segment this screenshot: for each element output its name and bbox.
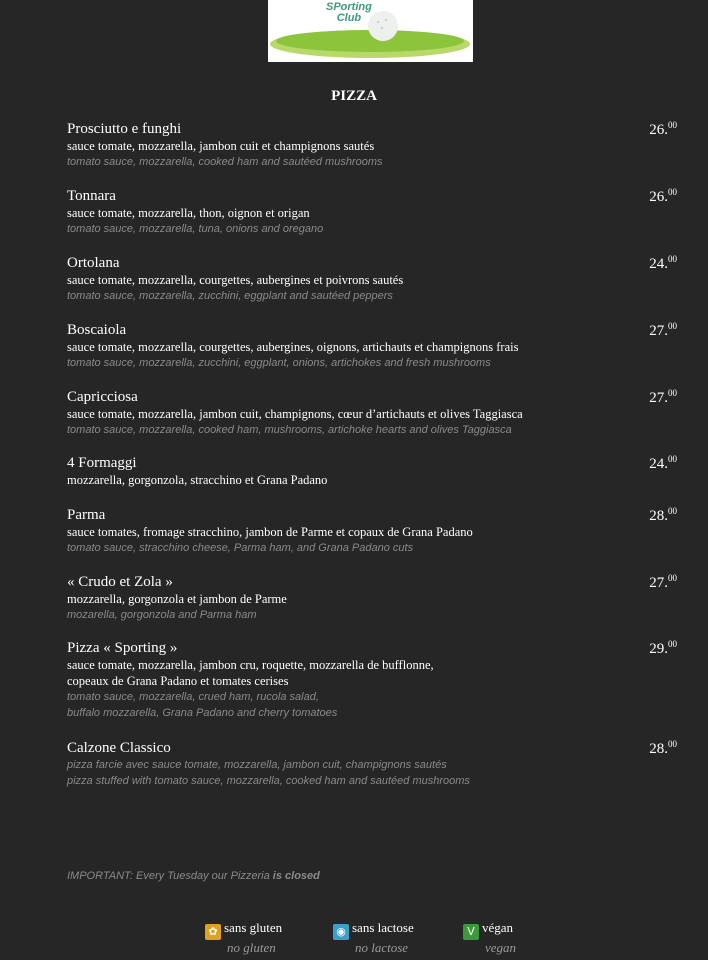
item-desc-en: tomato sauce, mozzarella, zucchini, eggplant, onions, artichokes and fresh mushrooms: [67, 357, 491, 369]
item-desc-en: tomato sauce, mozzarella, crued ham, rucola salad,: [67, 691, 319, 703]
legend-label-fr: végan: [482, 920, 514, 935]
item-desc-fr: sauce tomate, mozzarella, jambon cuit, champignons, cœur d’artichauts et olives Taggiasca: [67, 407, 523, 421]
legend-label-fr: sans lactose: [352, 920, 414, 935]
notice-text: IMPORTANT: Every Tuesday our Pizzeria: [67, 870, 273, 882]
item-desc-fr: mozzarella, gorgonzola, stracchino et Grana Padano: [67, 473, 328, 487]
logo-text: SPorting Club: [326, 1, 372, 24]
item-desc-fr: sauce tomates, fromage stracchino, jambon de Parme et copaux de Grana Padano: [67, 525, 473, 539]
item-desc-en: tomato sauce, mozzarella, cooked ham and sautéed mushrooms: [67, 156, 383, 168]
legend-vegan: [463, 920, 516, 956]
important-notice: [67, 870, 320, 882]
legend-label-en: vegan: [485, 940, 517, 955]
item-name: Ortolana: [67, 255, 120, 271]
gluten-free-icon: ✿: [205, 924, 221, 940]
menu-item: [67, 254, 677, 304]
lactose-free-icon: ◉: [333, 924, 349, 940]
item-name: « Crudo et Zola »: [67, 574, 173, 590]
item-price: 28.00: [649, 739, 677, 757]
item-name: Prosciutto e funghi: [67, 121, 182, 137]
notice-emphasis: is closed: [272, 870, 320, 882]
sporting-club-logo: [268, 0, 473, 62]
item-desc-fr: sauce tomate, mozzarella, courgettes, aubergines et poivrons sautés: [67, 273, 404, 287]
item-desc-fr: sauce tomate, mozzarella, thon, oignon et origan: [67, 206, 310, 220]
vegan-icon: V: [463, 924, 479, 940]
section-title: PIZZA: [331, 88, 377, 104]
menu-item: [67, 639, 677, 721]
item-desc-fr-line2: copeaux de Grana Padano et tomates cerises: [67, 674, 289, 688]
item-desc-en: tomato sauce, mozzarella, cooked ham, mushrooms, artichoke hearts and olives Taggiasca: [67, 424, 512, 436]
item-price: 26.00: [649, 120, 677, 138]
item-desc-en: mozarella, gorgonzola and Parma ham: [67, 609, 257, 621]
item-desc-en-line2: buffalo mozzarella, Grana Padano and cherry tomatoes: [67, 707, 338, 719]
item-price: 24.00: [649, 254, 677, 272]
item-desc-en: tomato sauce, mozzarella, zucchini, eggplant and sautéed peppers: [67, 290, 393, 302]
item-desc-fr: sauce tomate, mozzarella, jambon cuit et champignons sautés: [67, 139, 375, 153]
menu-item: [67, 388, 677, 438]
legend-gluten-free: [205, 920, 282, 956]
menu-item: [67, 187, 677, 237]
menu-item: [67, 454, 677, 488]
item-desc-en: pizza farcie avec sauce tomate, mozzarella, jambon cuit, champignons sautés: [67, 759, 447, 771]
legend-label-fr: sans gluten: [224, 920, 283, 935]
legend-label-en: no gluten: [227, 940, 276, 955]
item-price: 28.00: [649, 506, 677, 524]
menu-item: [67, 506, 677, 556]
item-name: Parma: [67, 507, 106, 523]
legend-label-en: no lactose: [355, 940, 409, 955]
menu-item: [67, 120, 677, 170]
item-price: 24.00: [649, 454, 677, 472]
item-name: Tonnara: [67, 188, 116, 204]
item-name: Calzone Classico: [67, 740, 171, 756]
item-desc-fr: mozzarella, gorgonzola et jambon de Parme: [67, 592, 287, 606]
item-price: 27.00: [649, 321, 677, 339]
legend-lactose-free: [333, 920, 414, 956]
item-name: Pizza « Sporting »: [67, 640, 178, 656]
item-price: 29.00: [649, 639, 677, 657]
item-desc-en-line2: pizza stuffed with tomato sauce, mozzarella, cooked ham and sautéed mushrooms: [67, 775, 470, 787]
item-name: Boscaiola: [67, 322, 127, 338]
menu-item: [67, 739, 677, 789]
item-price: 27.00: [649, 573, 677, 591]
menu-item: [67, 573, 677, 623]
item-desc-fr: sauce tomate, mozzarella, jambon cru, roquette, mozzarella de bufflonne,: [67, 658, 434, 672]
item-name: 4 Formaggi: [67, 455, 137, 471]
item-name: Capricciosa: [67, 389, 138, 405]
item-desc-en: tomato sauce, stracchino cheese, Parma ham, and Grana Padano cuts: [67, 542, 414, 554]
menu-item: [67, 321, 677, 371]
item-price: 27.00: [649, 388, 677, 406]
item-desc-en: tomato sauce, mozzarella, tuna, onions and oregano: [67, 223, 324, 235]
item-desc-fr: sauce tomate, mozzarella, courgettes, aubergines, oignons, artichauts et champignons frais: [67, 340, 519, 354]
item-price: 26.00: [649, 187, 677, 205]
